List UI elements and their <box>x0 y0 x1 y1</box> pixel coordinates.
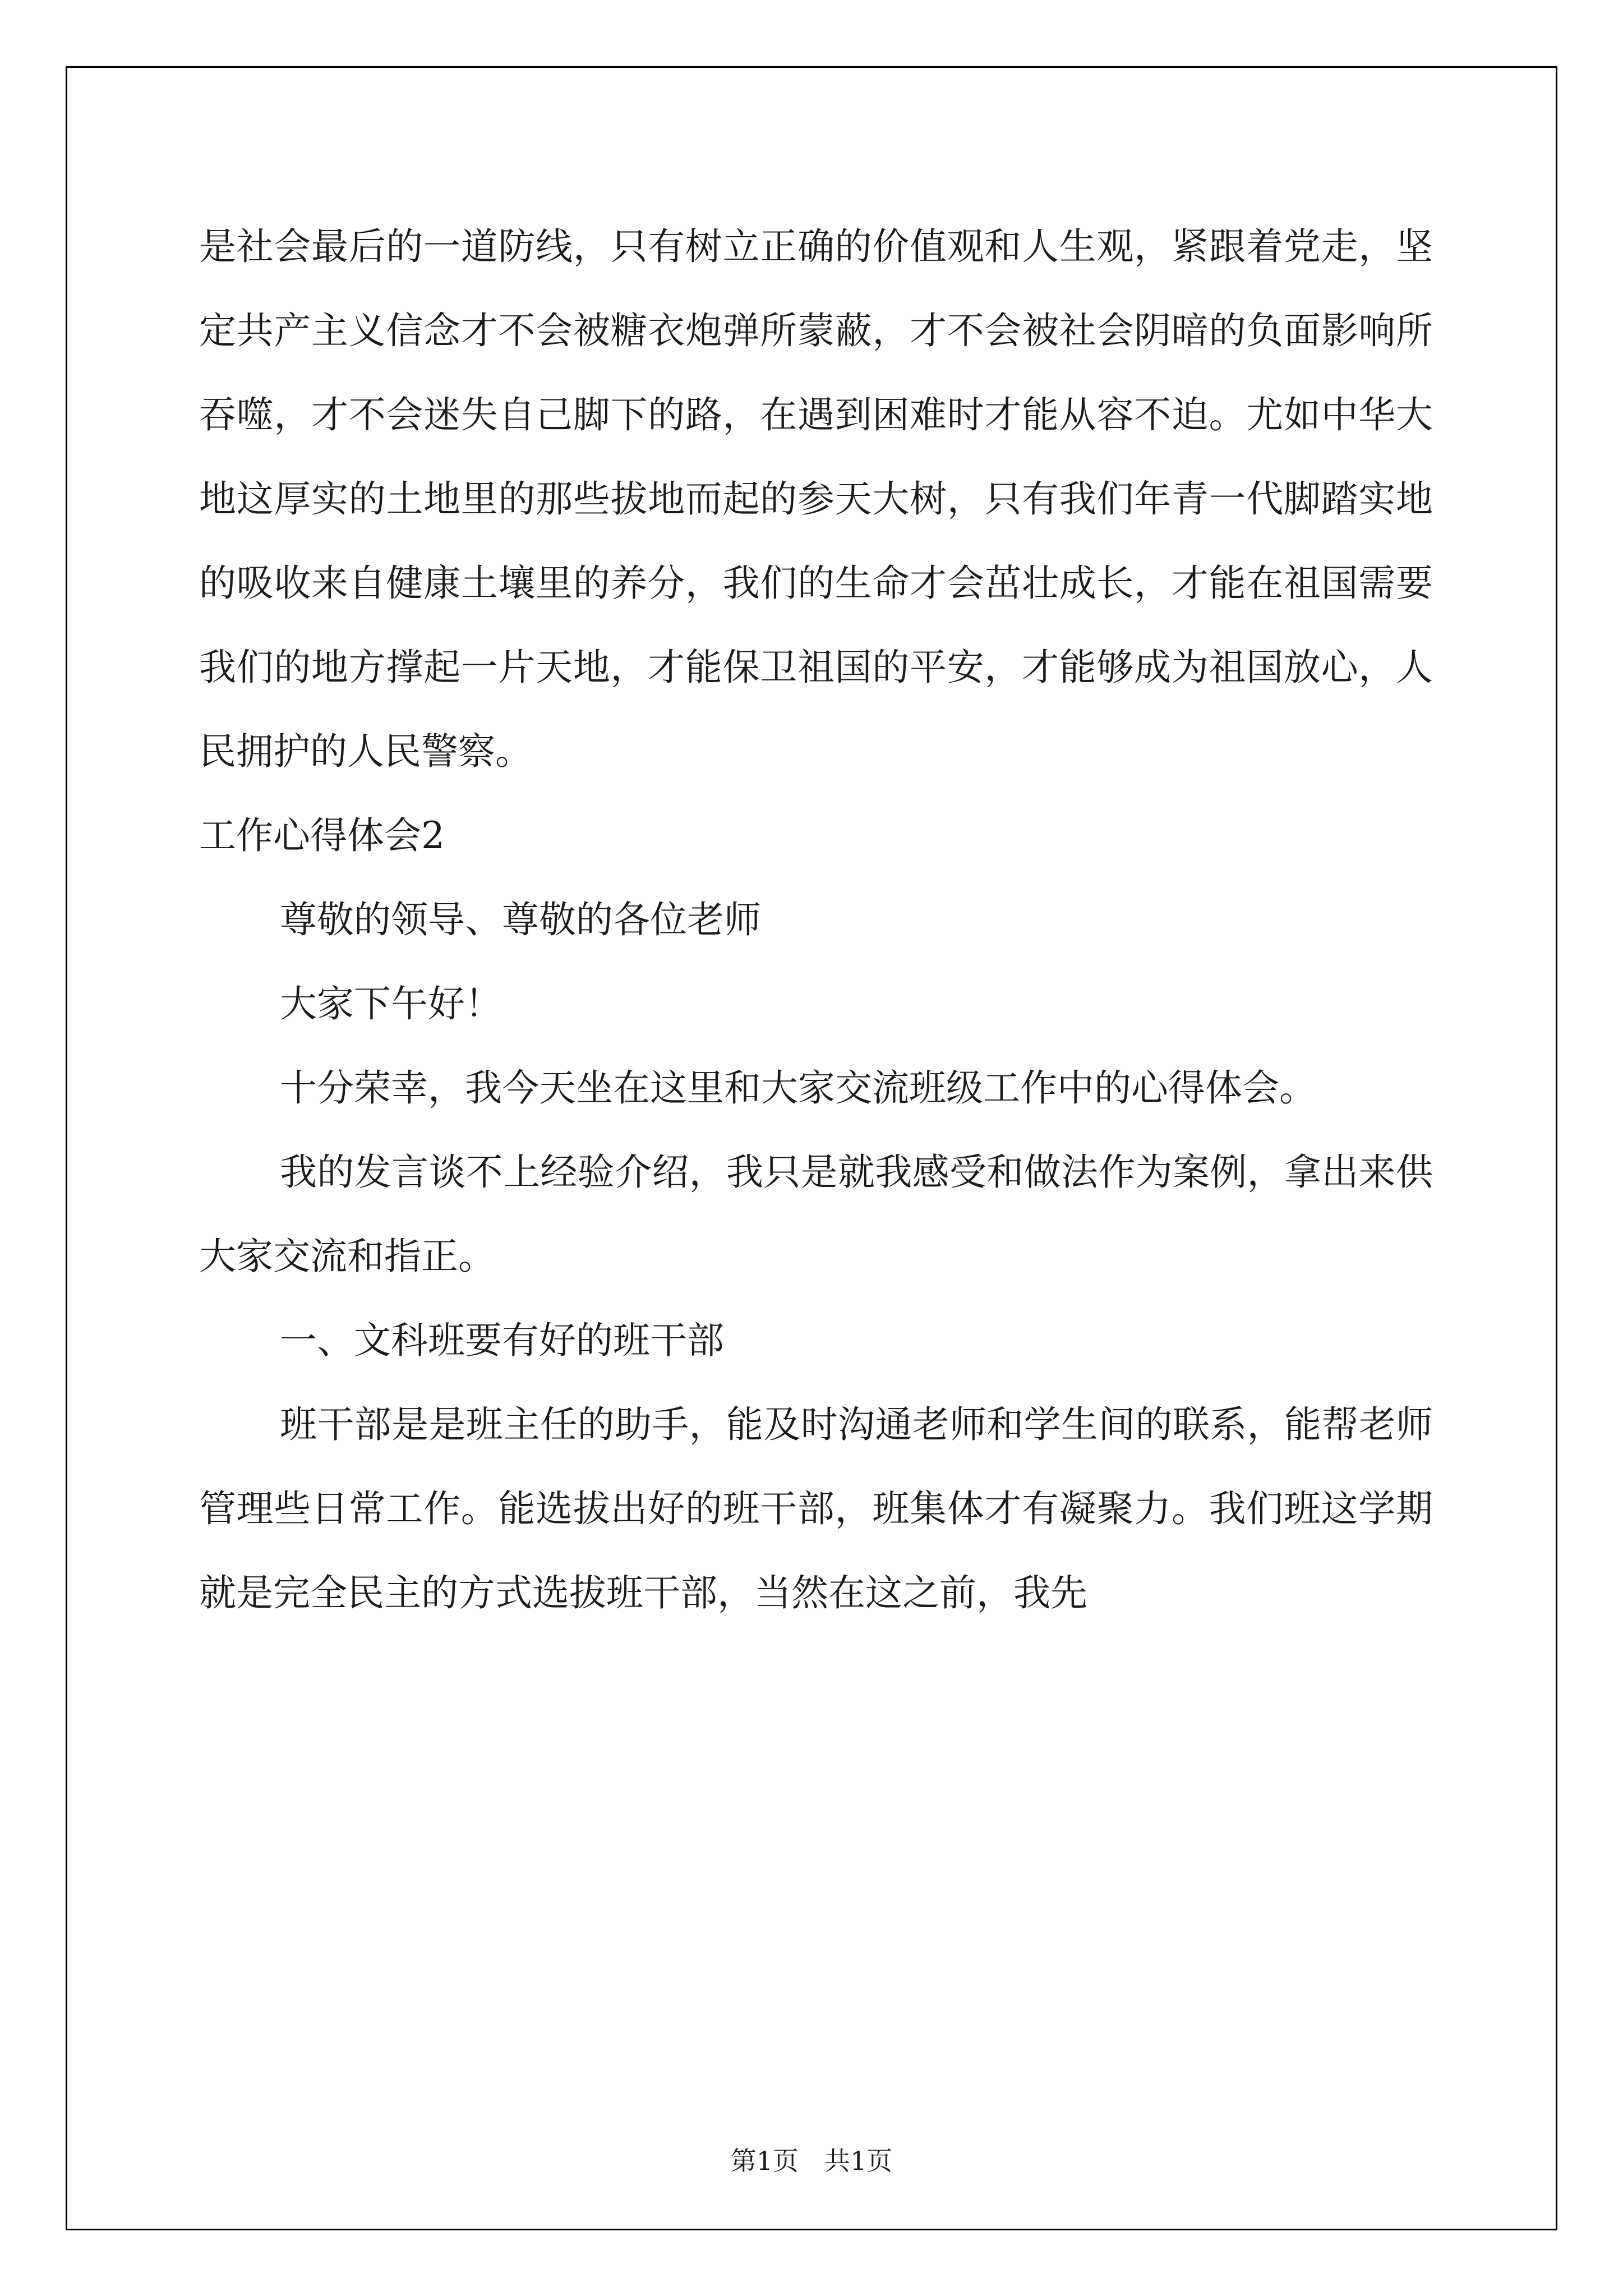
salutation: 尊敬的领导、尊敬的各位老师 <box>280 898 761 941</box>
document-body <box>199 205 1433 1635</box>
paragraph: 我的发言谈不上经验介绍，我只是就我感受和做法作为案例，拿出来供大家交流和指正。 <box>199 1151 1433 1278</box>
paragraph: 十分荣幸，我今天坐在这里和大家交流班级工作中的心得体会。 <box>280 1066 1316 1110</box>
page-footer: 第1页 共1页 <box>730 2146 893 2176</box>
paragraph-continuation: 是社会最后的一道防线，只有树立正确的价值观和人生观，紧跟着党走，坚定共产主义信念才不会被糖衣炮弹所蒙蔽，才不会被社会阴暗的负面影响所吞噬，才不会迷失自己脚下的路，在遇到困难时才能从容不迫。尤如中华大地这厚实的土地里的那些拔地而起的参天大树，只有我们年青一代脚踏实地的吸收来自健康土壤里的养分，我们的生命才会茁壮成长，才能在祖国需要我们的地方撑起一片天地，才能保卫祖国的平安，才能够成为祖国放心，人民拥护的人民警察。 <box>199 225 1433 773</box>
subheading: 一、文科班要有好的班干部 <box>280 1319 724 1362</box>
greeting: 大家下午好！ <box>280 982 502 1025</box>
section-heading: 工作心得体会2 <box>199 814 445 857</box>
paragraph: 班干部是是班主任的助手，能及时沟通老师和学生间的联系，能帮老师管理些日常工作。能选拔出好的班干部，班集体才有凝聚力。我们班这学期就是完全民主的方式选拔班干部，当然在这之前，我先 <box>199 1403 1433 1614</box>
